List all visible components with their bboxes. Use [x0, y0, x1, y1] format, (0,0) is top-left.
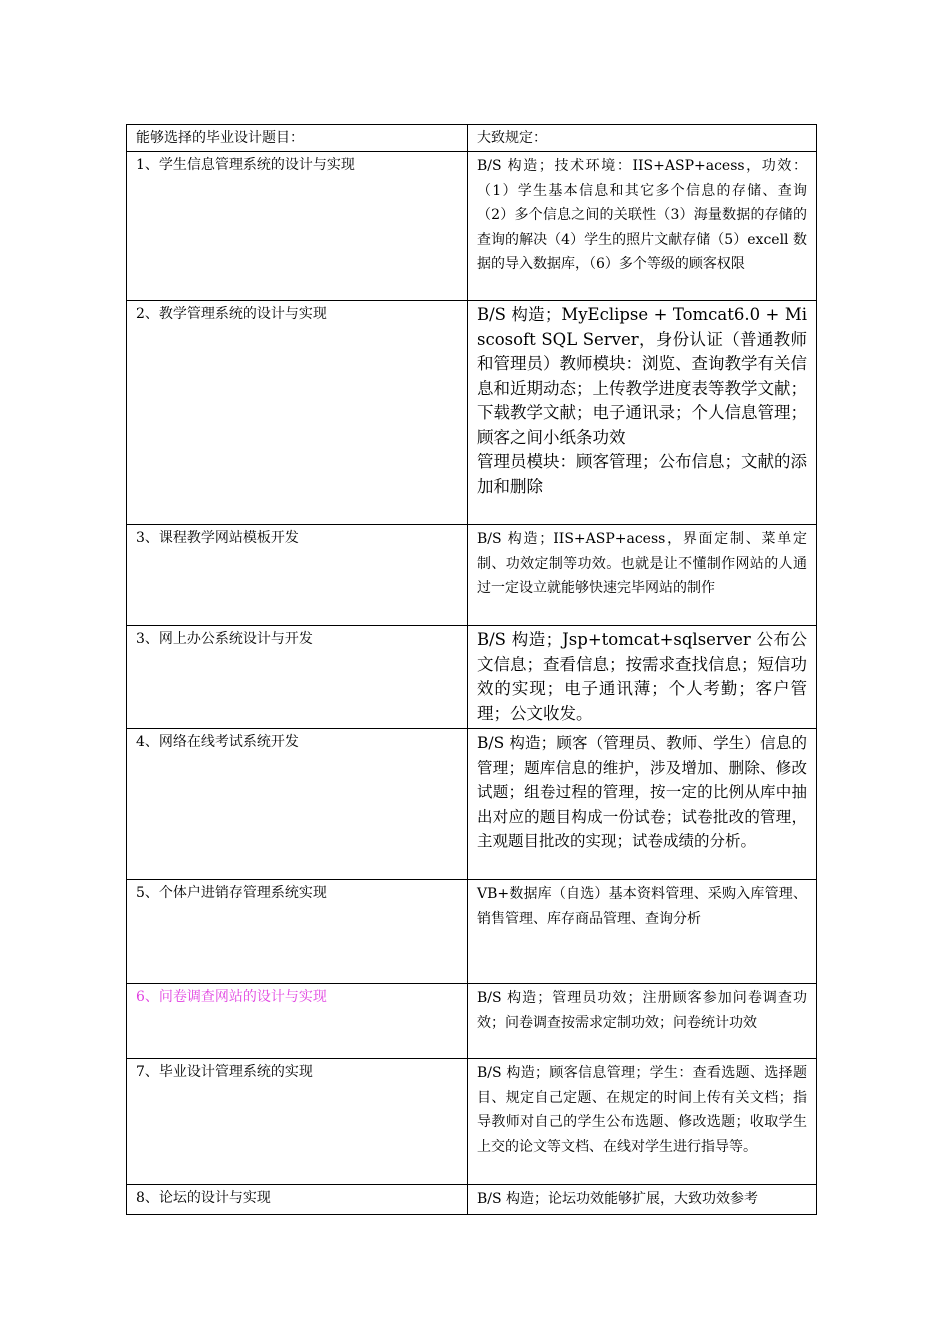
topic-title: 3、网上办公系统设计与开发 [127, 626, 468, 729]
table-row [127, 1185, 817, 1215]
table-row [127, 984, 817, 1059]
topic-description: B/S 构造；论坛功效能够扩展，大致功效参考 [468, 1185, 817, 1215]
topic-title: 3、课程教学网站模板开发 [127, 525, 468, 626]
table-header-row [127, 125, 817, 152]
table-row [127, 626, 817, 729]
topic-description [468, 301, 817, 525]
topic-title: 7、毕业设计管理系统的实现 [127, 1059, 468, 1185]
topic-title-highlighted: 6、问卷调查网站的设计与实现 [127, 984, 468, 1059]
topic-title: 2、教学管理系统的设计与实现 [127, 301, 468, 525]
table-row [127, 301, 817, 525]
topic-title: 4、网络在线考试系统开发 [127, 729, 468, 880]
topic-description: VB+数据库（自选）基本资料管理、采购入库管理、销售管理、库存商品管理、查询分析 [468, 880, 817, 984]
topic-description: B/S 构造；管理员功效；注册顾客参加问卷调查功效；问卷调查按需求定制功效；问卷统计功效 [468, 984, 817, 1059]
admin-module-text: 管理员模块：顾客管理；公布信息；文献的添加和删除 [477, 452, 807, 496]
table-row [127, 880, 817, 984]
topics-table [126, 124, 817, 1215]
topic-description: B/S 构造；IIS+ASP+acess，界面定制、菜单定制、功效定制等功效。也就是让不懂制作网站的人通过一定设立就能够快速完毕网站的制作 [468, 525, 817, 626]
topic-description: B/S 构造；顾客信息管理；学生：查看选题、选择题目、规定自己定题、在规定的时间上传有关文档；指导教师对自己的学生公布选题、修改选题；收取学生上交的论文等文档、在线对学生进行指导等。 [468, 1059, 817, 1185]
topic-description: B/S 构造；技术环境：IIS+ASP+acess，功效：（1）学生基本信息和其它多个信息的存储、查询（2）多个信息之间的关联性（3）海量数据的存储的查询的解决（4）学生的照片文献存储（5）excell 数据的导入数据库，（6）多个等级的顾客权限 [468, 152, 817, 301]
topic-description: B/S 构造；Jsp+tomcat+sqlserver 公布公文信息；查看信息；按需求查找信息；短信功效的实现；电子通讯薄；个人考勤；客户管理；公文收发。 [468, 626, 817, 729]
header-requirements: 大致规定： [468, 125, 817, 152]
topic-title: 1、学生信息管理系统的设计与实现 [127, 152, 468, 301]
teacher-module-text: B/S 构造；MyEclipse + Tomcat6.0 + Miscosoft SQL Server，身份认证（普通教师和管理员）教师模块：浏览、查询教学有关信息和近期动态；上传教学进度表等教学文献；下载教学文献；电子通讯录；个人信息管理；顾客之间小纸条功效 [477, 305, 807, 447]
table-row [127, 1059, 817, 1185]
header-topic: 能够选择的毕业设计题目： [127, 125, 468, 152]
table-row [127, 152, 817, 301]
table-row [127, 729, 817, 880]
topic-description: B/S 构造；顾客（管理员、教师、学生）信息的管理；题库信息的维护，涉及增加、删除、修改试题；组卷过程的管理，按一定的比例从库中抽出对应的题目构成一份试卷；试卷批改的管理，主观题目批改的实现；试卷成绩的分析。 [468, 729, 817, 880]
topic-title: 8、论坛的设计与实现 [127, 1185, 468, 1215]
topic-title: 5、个体户进销存管理系统实现 [127, 880, 468, 984]
table-row [127, 525, 817, 626]
